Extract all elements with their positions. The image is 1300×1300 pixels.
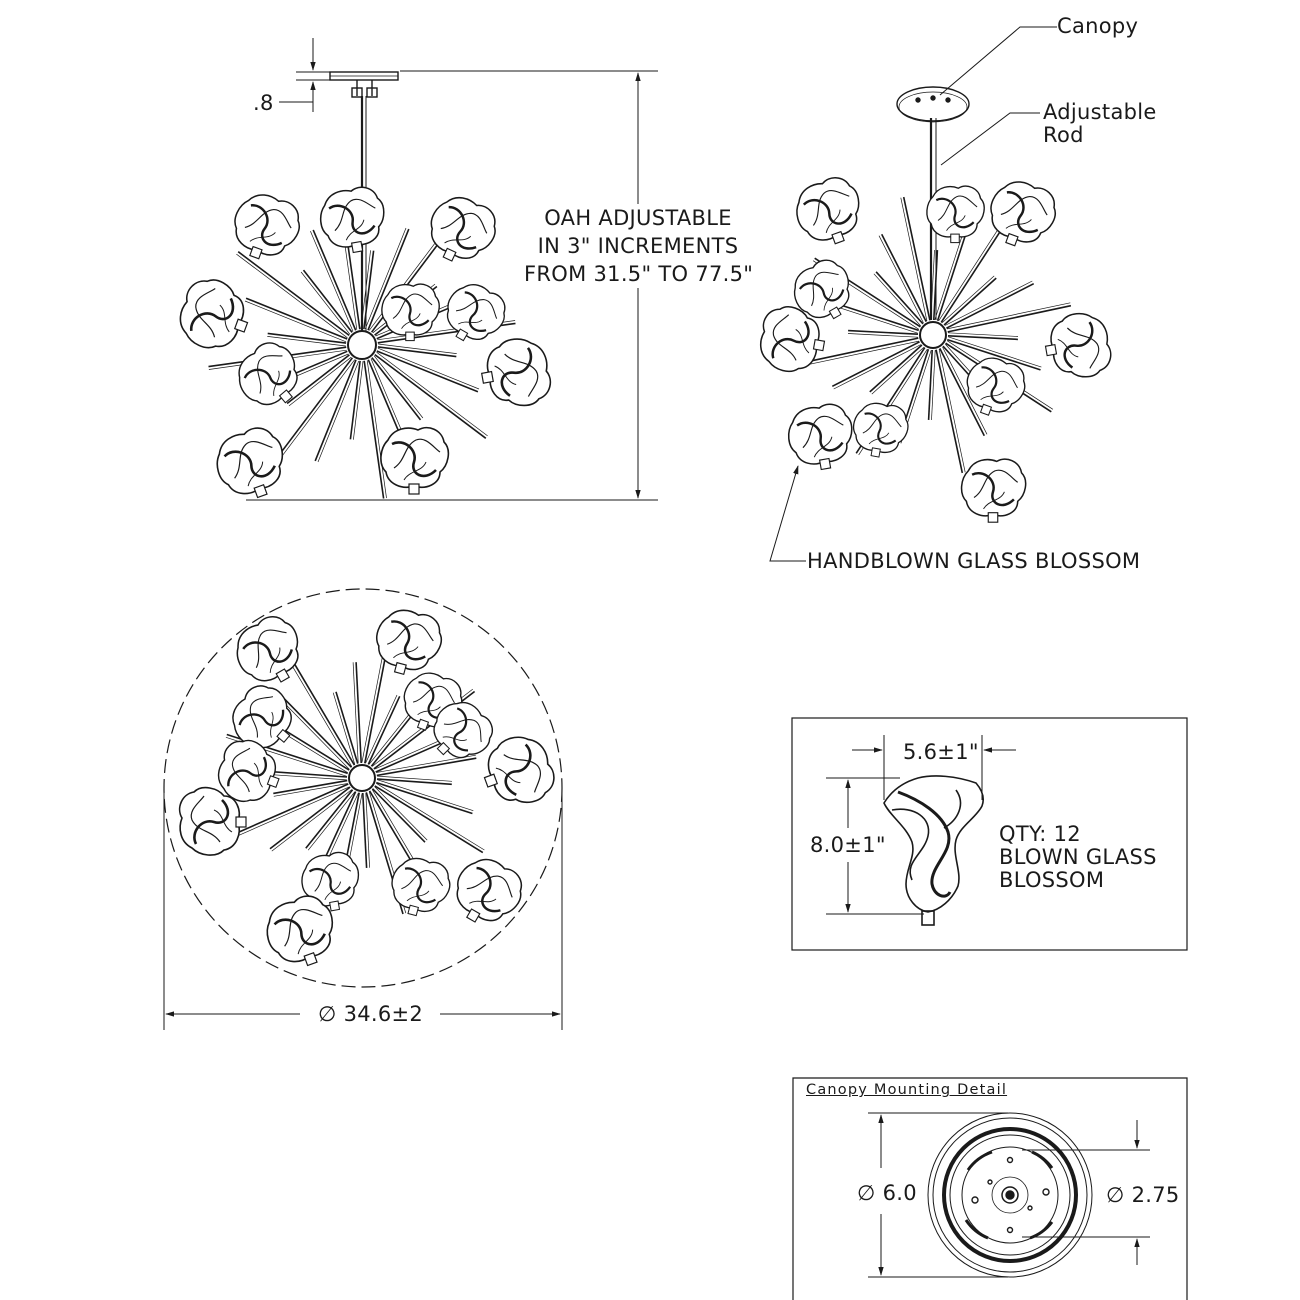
rod-edge [301, 272, 350, 334]
rod-edge [879, 236, 924, 323]
rod-edge [236, 254, 347, 338]
rod-edge [834, 345, 921, 390]
rod-edge [377, 780, 473, 811]
glass-blossom [962, 459, 1026, 522]
rod [876, 272, 923, 324]
canopy-label: Canopy [1057, 14, 1139, 38]
adjustable-rod-label [1043, 101, 1157, 147]
rod [268, 333, 346, 343]
glass-blossom [316, 184, 390, 257]
rod [315, 360, 356, 461]
glass-blossom [209, 422, 295, 507]
top-hub [349, 765, 375, 791]
rod [944, 278, 996, 325]
glass-blossom [226, 609, 313, 696]
glass-blossom [927, 186, 984, 242]
rod [350, 361, 360, 439]
rod [375, 355, 486, 439]
glass-blossom [849, 399, 911, 461]
canopy-outer-diameter: ∅ 6.0 [857, 1181, 917, 1205]
rod-leader [941, 113, 1040, 165]
top-glass-blossoms [180, 604, 561, 975]
rod-edge [289, 357, 351, 406]
glass-blossom [225, 187, 307, 268]
detail-blossom-shape [884, 776, 983, 925]
rod [238, 252, 349, 336]
glass-blossom [435, 276, 513, 354]
rod [375, 786, 483, 853]
oah-label [524, 204, 752, 288]
glass-blossom [419, 189, 504, 273]
top-diameter-label: ∅ 34.6±2 [318, 1002, 424, 1026]
rod [377, 351, 478, 392]
side-hub [348, 331, 376, 359]
canopy-leader [940, 27, 1057, 95]
rod [946, 284, 1033, 329]
rod-edge [945, 281, 1032, 326]
glass-blossom [444, 849, 531, 936]
oah-line-1: OAH ADJUSTABLE [544, 206, 732, 230]
rod [882, 234, 927, 321]
rod [376, 742, 445, 772]
rod [306, 790, 353, 849]
rod [948, 336, 1018, 340]
glass-blossom [784, 401, 858, 474]
qty-line-1: QTY: 12 [999, 822, 1081, 846]
canopy-inner-diameter: ∅ 2.75 [1106, 1183, 1180, 1207]
rod-label-line-2: Rod [1043, 123, 1084, 147]
glass-leader [770, 466, 806, 561]
rod [290, 656, 355, 765]
rod [356, 662, 361, 763]
rod [929, 350, 933, 420]
oah-line-3: FROM 31.5" TO 77.5" [524, 262, 754, 286]
glass-blossom [1041, 309, 1114, 383]
glass-blossom-label: HANDBLOWN GLASS BLOSSOM [807, 549, 1141, 573]
glass-blossom [385, 853, 455, 922]
glass-blossom [172, 272, 257, 358]
rod-edge [374, 356, 423, 418]
glass-blossom [381, 428, 448, 494]
blossom-height-label: 8.0±1" [810, 833, 886, 857]
rod [364, 251, 374, 329]
rod [870, 345, 922, 392]
blossom-width-label: 5.6±1" [903, 740, 979, 764]
top-view [164, 589, 562, 1030]
glass-blossom [477, 334, 554, 412]
canopy-detail-title: Canopy Mounting Detail [806, 1082, 1008, 1098]
rod-label-line-1: Adjustable [1043, 100, 1157, 124]
qty-line-2: BLOWN GLASS [999, 845, 1157, 869]
rod [270, 787, 350, 849]
rod-edge [376, 783, 484, 850]
rod [378, 347, 456, 357]
oah-line-2: IN 3" INCREMENTS [537, 234, 739, 258]
rod [376, 783, 472, 814]
qty-line-3: BLOSSOM [999, 868, 1105, 892]
glass-blossom [958, 351, 1031, 424]
blossom-qty-label [999, 823, 1157, 892]
angled-hub [920, 322, 946, 348]
rod [848, 331, 918, 335]
rod [832, 342, 919, 387]
rod [246, 298, 347, 339]
canopy-height-label: .8 [253, 91, 274, 115]
glass-blossom [228, 334, 313, 419]
rod-edge [375, 739, 444, 769]
glass-blossom [369, 604, 447, 681]
rod [273, 781, 347, 794]
rod [377, 758, 477, 775]
rod-edge [377, 352, 488, 436]
glass-blossom [789, 172, 871, 253]
